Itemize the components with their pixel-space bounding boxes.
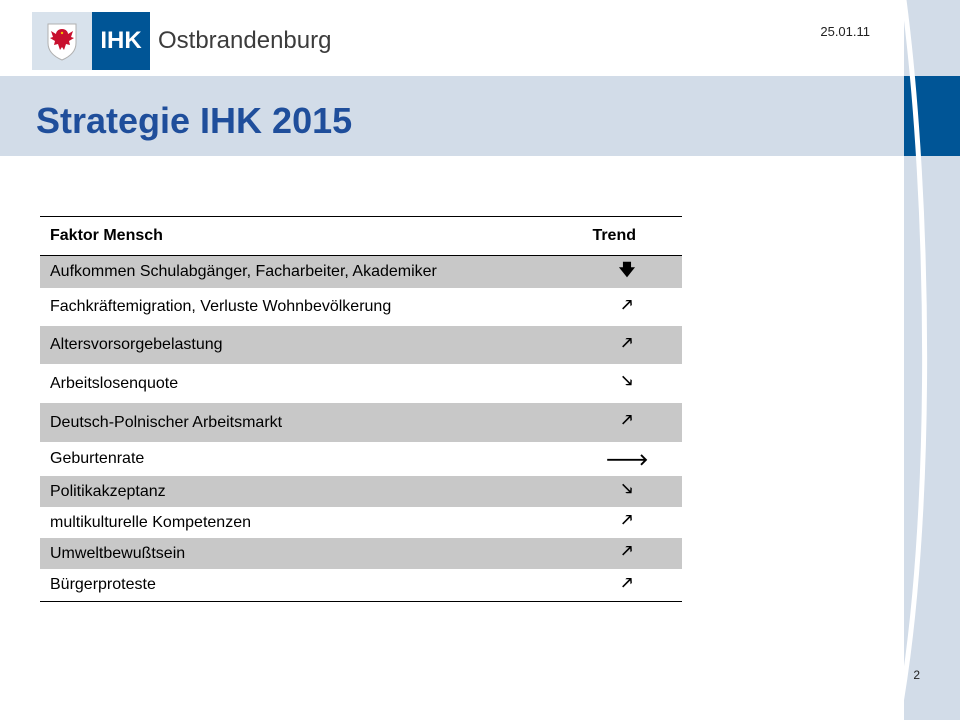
logo-ihk-box: IHK xyxy=(92,12,150,70)
table-row xyxy=(40,364,682,403)
table-row xyxy=(40,507,682,538)
page-title: Strategie IHK 2015 xyxy=(36,100,353,141)
trend-arrow-down-right-icon: 🡖 xyxy=(621,481,633,498)
table-row xyxy=(40,255,682,288)
column-header-trend: Trend xyxy=(592,227,636,244)
row-label: Aufkommen Schulabgänger, Facharbeiter, Akademiker xyxy=(50,263,437,280)
column-header-factor: Faktor Mensch xyxy=(50,227,163,244)
table-header-row xyxy=(40,216,682,255)
row-label: Bürgerproteste xyxy=(50,576,156,593)
trend-arrow-up-right-icon: 🡕 xyxy=(621,296,633,314)
row-label: Geburtenrate xyxy=(50,450,145,467)
table-row xyxy=(40,476,682,507)
trend-arrow-up-right-icon: 🡕 xyxy=(621,574,633,592)
trend-arrow-up-right-icon: 🡕 xyxy=(621,543,633,560)
trend-arrow-down-right-icon: 🡖 xyxy=(621,373,633,390)
logo-region-name: Ostbrandenburg xyxy=(158,27,332,54)
factor-table xyxy=(40,216,682,602)
table-row xyxy=(40,569,682,602)
right-decor-accent xyxy=(904,76,960,156)
brandenburg-eagle-icon xyxy=(32,12,92,70)
table-row xyxy=(40,288,682,326)
trend-arrow-up-right-icon: 🡕 xyxy=(621,334,633,352)
row-label: Umweltbewußtsein xyxy=(50,544,186,562)
row-label: Fachkräftemigration, Verluste Wohnbevölkerung xyxy=(50,298,392,315)
ihk-logo xyxy=(32,12,331,70)
trend-arrow-right-icon: 🡒 xyxy=(605,451,649,469)
row-label: Arbeitslosenquote xyxy=(50,374,179,392)
row-label: Politikakzeptanz xyxy=(50,482,166,500)
row-label: multikulturelle Kompetenzen xyxy=(50,513,251,531)
table-row xyxy=(40,538,682,569)
trend-arrow-up-right-icon: 🡕 xyxy=(621,412,633,429)
table-row xyxy=(40,326,682,364)
page-number: 2 xyxy=(913,668,920,682)
table-row xyxy=(40,442,682,476)
trend-arrow-down-icon: 🡇 xyxy=(618,261,636,279)
table-row xyxy=(40,403,682,442)
row-label: Deutsch-Polnischer Arbeitsmarkt xyxy=(50,413,283,431)
date: 25.01.11 xyxy=(820,24,870,39)
trend-arrow-up-right-icon: 🡕 xyxy=(621,512,633,529)
row-label: Altersvorsorgebelastung xyxy=(50,336,223,353)
